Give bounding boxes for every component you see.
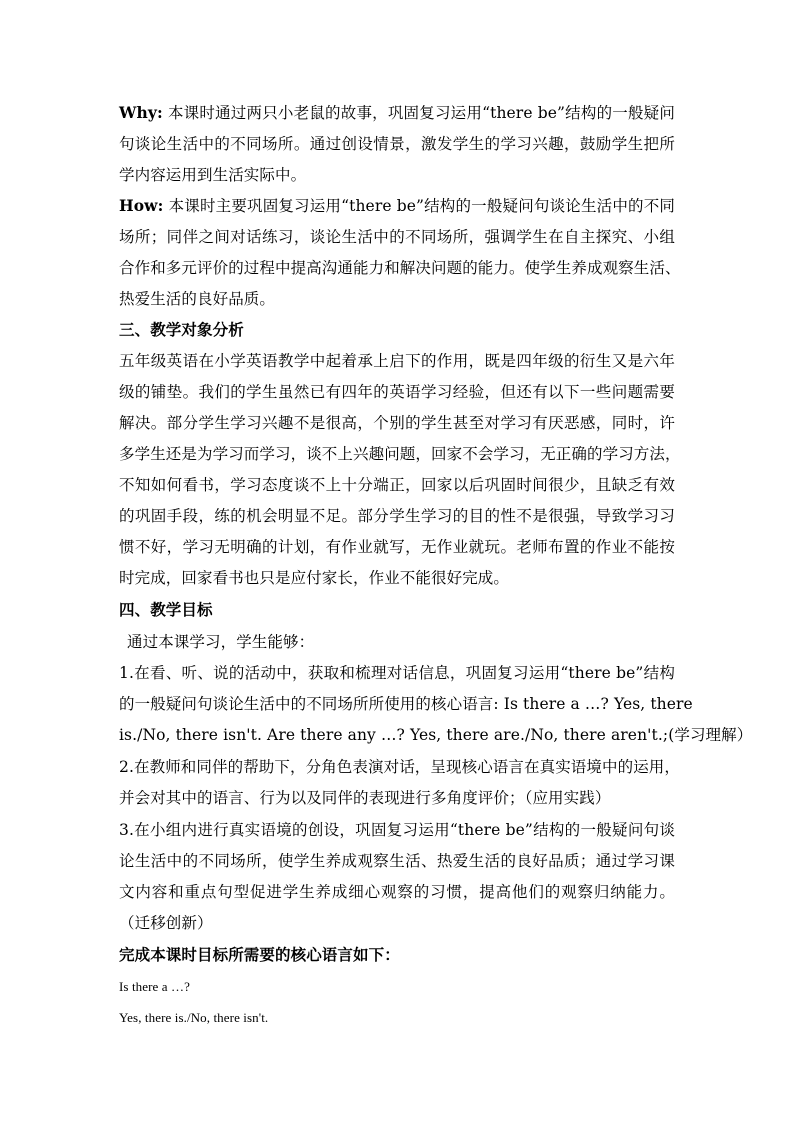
- section3-line-2: 级的铺垫。我们的学生虽然已有四年的英语学习经验，但还有以下一些问题需要: [119, 383, 675, 401]
- section4-line-2: 的一般疑问句谈论生活中的不同场所所使用的核心语言: Is there a …? Yes, there: [119, 695, 693, 713]
- core-heading: 完成本课时目标所需要的核心语言如下：: [119, 945, 400, 964]
- section3-line-3: 解决。部分学生学习兴趣不是很高，个别的学生甚至对学习有厌恶感，同时，许: [119, 414, 675, 432]
- section4-line-6: 3.在小组内进行真实语境的创设，巩固复习运用“there be”结构的一般疑问句谈: [119, 821, 675, 839]
- section3-line-6: 的巩固手段，练的机会明显不足。部分学生学习的目的性不是很强，导致学习习: [119, 507, 675, 525]
- section4-line-9: （迁移创新）: [119, 914, 213, 932]
- how-line-3: 合作和多元评价的过程中提高沟通能力和解决问题的能力。使学生养成观察生活、: [119, 259, 681, 277]
- section3-line-1: 五年级英语在小学英语教学中起着承上启下的作用，既是四年级的衍生又是六年: [119, 352, 675, 370]
- how-line-4: 热爱生活的良好品质。: [119, 290, 276, 308]
- why-line-1: Why: 本课时通过两只小老鼠的故事，巩固复习运用“there be”结构的一般疑问: [119, 103, 675, 122]
- section3-heading: 三、教学对象分析: [119, 320, 244, 339]
- section3-line-4: 多学生还是为学习而学习，谈不上兴趣问题，回家不会学习，无正确的学习方法，: [119, 445, 681, 463]
- section3-line-5: 不知如何看书，学习态度谈不上十分端正，回家以后巩固时间很少，且缺乏有效: [119, 476, 675, 494]
- section4-heading: 四、教学目标: [119, 600, 213, 619]
- how-label: How:: [119, 196, 164, 215]
- section4-line-8: 文内容和重点句型促进学生养成细心观察的习惯，提高他们的观察归纳能力。: [119, 883, 675, 901]
- section4-line-3: is./No, there isn't. Are there any …? Yes, there are./No, there aren't.;(学习理解）: [119, 726, 753, 744]
- how-line-1: How: 本课时主要巩固复习运用“there be”结构的一般疑问句谈论生活中的不同: [119, 196, 676, 215]
- section4-line-1: 1.在看、听、说的活动中，获取和梳理对话信息，巩固复习运用“there be”结构: [119, 664, 675, 682]
- core-line-1: Is there a …?: [119, 979, 190, 994]
- how-line-2: 场所；同伴之间对话练习，谈论生活中的不同场所，强调学生在自主探究、小组: [119, 228, 675, 246]
- core-line-2: Yes, there is./No, there isn't.: [119, 1010, 269, 1025]
- section4-line-4: 2.在教师和同伴的帮助下，分角色表演对话，呈现核心语言在真实语境中的运用，: [119, 758, 680, 776]
- section3-line-7: 惯不好，学习无明确的计划，有作业就写，无作业就玩。老师布置的作业不能按: [119, 538, 675, 556]
- section4-line-7: 论生活中的不同场所，使学生养成观察生活、热爱生活的良好品质；通过学习课: [119, 852, 675, 870]
- why-label: Why:: [119, 103, 163, 122]
- why-line-2: 句谈论生活中的不同场所。通过创设情景，激发学生的学习兴趣，鼓励学生把所: [119, 135, 675, 153]
- section3-line-8: 时完成，回家看书也只是应付家长，作业不能很好完成。: [119, 569, 510, 587]
- section4-intro: 通过本课学习，学生能够：: [127, 633, 315, 651]
- section4-line-5: 并会对其中的语言、行为以及同伴的表现进行多角度评价；（应用实践）: [119, 789, 611, 807]
- why-line-3: 学内容运用到生活实际中。: [119, 166, 307, 184]
